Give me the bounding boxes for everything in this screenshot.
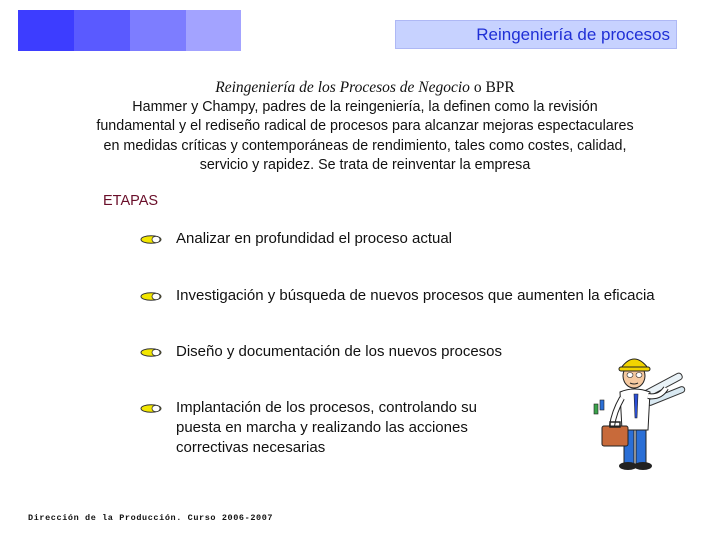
header-decor-block-3 (130, 10, 186, 51)
construction-worker-icon (588, 348, 688, 473)
header-decor-block-4 (186, 10, 241, 51)
stage-item-3: Diseño y documentación de los nuevos procesos (176, 343, 503, 360)
intro-body: Hammer y Champy, padres de la reingeniería, la definen como la revisión fundamental y el rediseño radical de procesos para alcanzar mejoras espectaculares en medidas críticas y contemporáneas de rendimiento, tales como costes, calidad, servicio y rapidez. Se trata de reinventar la empresa (96, 99, 634, 173)
stage-item-1: Analizar en profundidad el proceso actual (176, 230, 453, 247)
intro-paragraph (95, 78, 635, 175)
intro-term: Reingeniería de los Procesos de Negocio (215, 79, 470, 96)
bullet-pill-icon (140, 404, 162, 413)
header-decor-block-1 (18, 10, 74, 51)
stage-item-2: Investigación y búsqueda de nuevos procesos que aumenten la eficacia (176, 287, 655, 304)
slide-title-box (395, 20, 677, 49)
bullet-pill-icon (140, 292, 162, 301)
header-decor-block-2 (74, 10, 130, 51)
intro-term-suffix: o BPR (469, 79, 515, 96)
footer-course-text: Dirección de la Producción. Curso 2006-2007 (28, 513, 274, 523)
bullet-pill-icon (140, 235, 162, 244)
etapas-heading: ETAPAS (103, 193, 159, 209)
stage-item-4: Implantación de los procesos, controlando su puesta en marcha y realizando las acciones correctivas necesarias (176, 399, 478, 456)
slide-title: Reingeniería de procesos (476, 25, 670, 44)
bullet-pill-icon (140, 348, 162, 357)
